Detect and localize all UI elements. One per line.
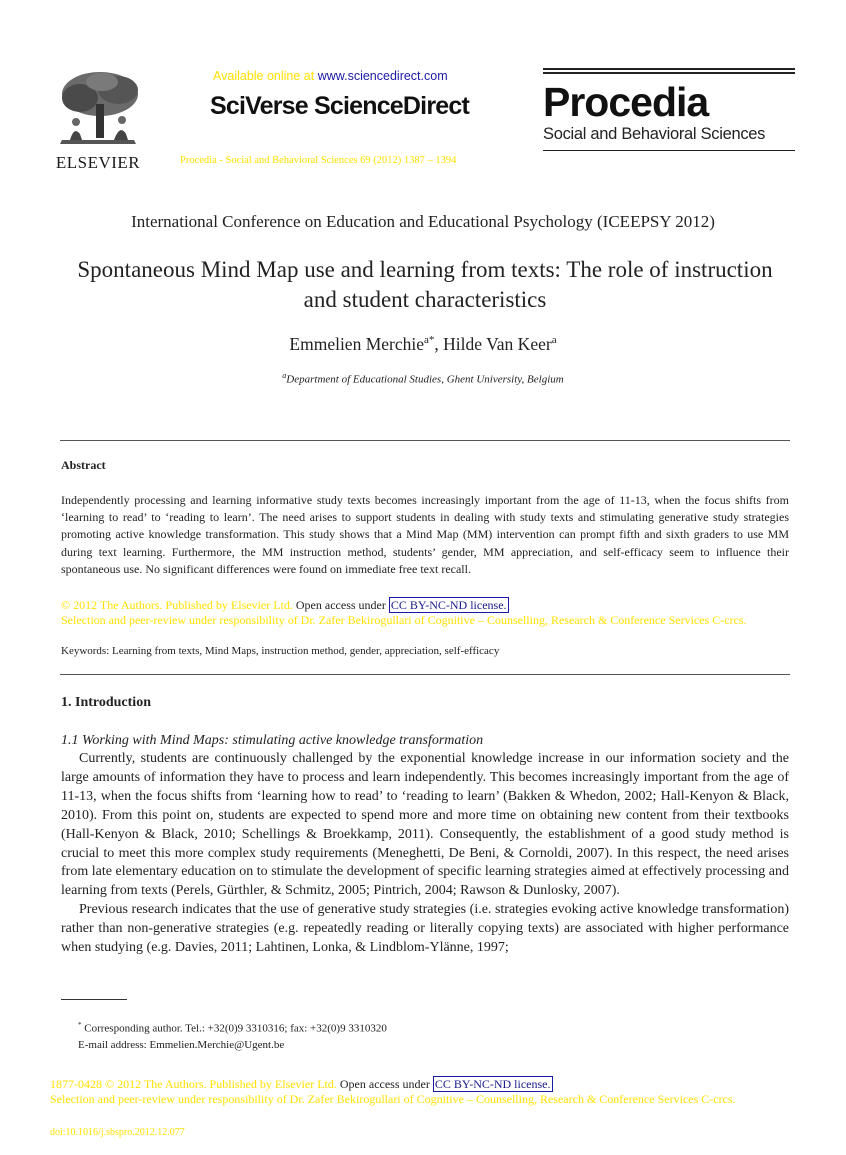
journal-citation-link[interactable]: Procedia - Social and Behavioral Sciences 69 (2012) 1387 – 1394	[180, 155, 457, 166]
footnote-email: E-mail address: Emmelien.Merchie@Ugent.be	[78, 1039, 285, 1051]
keywords: Keywords: Learning from texts, Mind Maps, instruction method, gender, appreciation, self-efficacy	[61, 645, 500, 657]
publisher-name: ELSEVIER	[55, 153, 141, 172]
footer-license-link[interactable]: CC BY-NC-ND license.	[434, 1077, 551, 1091]
affiliation-text: Department of Educational Studies, Ghent University, Belgium	[286, 373, 564, 386]
footnote-corresponding	[78, 1021, 387, 1035]
conference-name: International Conference on Education and Educational Psychology (ICEEPSY 2012)	[131, 212, 715, 231]
footer-copyright-link[interactable]: 1877-0428 © 2012 The Authors. Published by Elsevier Ltd.	[50, 1077, 337, 1091]
footer-open-access-text: Open access under	[336, 1077, 433, 1091]
divider-top	[60, 440, 790, 441]
divider-abstract	[60, 674, 790, 675]
elsevier-logo	[50, 68, 146, 172]
footnote-mark: *	[78, 1021, 82, 1029]
brand-bottom-rule	[543, 150, 795, 151]
journal-subtitle: Social and Behavioral Sciences	[543, 125, 766, 143]
open-access-text: Open access under	[292, 598, 389, 612]
journal-brand-box	[543, 68, 795, 160]
peer-review-link[interactable]: Selection and peer-review under responsibility of Dr. Zafer Bekirogullari of Cognitive – Counselling, Research & Conference Services C-crcs.	[61, 613, 747, 627]
footnote-rule	[61, 999, 127, 1000]
license-link[interactable]: CC BY-NC-ND license.	[390, 598, 507, 612]
author-list	[0, 334, 846, 355]
footer-peer-review-link[interactable]: Selection and peer-review under responsibility of Dr. Zafer Bekirogullari of Cognitive – Counselling, Research & Conference Services C-crcs.	[50, 1092, 736, 1106]
available-online-line	[213, 69, 448, 83]
copyright-link[interactable]: © 2012 The Authors. Published by Elsevier Ltd.	[61, 598, 293, 612]
paragraph: Currently, students are continuously challenged by the exponential knowledge increase in our information society and the large amounts of information they have to process and learn independently. This becomes increasingly important from the age of 11-13, when the focus shifts from ‘learning how to read’ to ‘reading to learn’ (Bakken & Whedon, 2002; Hall-Kenyon & Black, 2010). From this point on, students are expected to spend more and more time on obtaining new content from their textbooks (Hall-Kenyon & Black, 2010; Schellings & Broekkamp, 2011). Consequently, the establishment of a good study method is crucial to meet this more complex study requirements (Meneghetti, De Beni, & Cornoldi, 2007). In this respect, the need arises from late elementary education on to stimulate the development of specific learning strategies aimed at effectively processing and learning from texts (Perels, Gürthler, & Schmitz, 2005; Pintrich, 2004; Rawson & Dunlosky, 2007).	[61, 751, 789, 899]
paragraph: Previous research indicates that the use of generative study strategies (i.e. strategies evoking active knowledge transformation) rather than non-generative strategies (e.g. repeatedly reading or literally copying texts) are associated with higher performance when studying (e.g. Davies, 2011; Lahtinen, Lonka, & Lindblom-Ylänne, 1997;	[61, 902, 789, 956]
abstract-text: Independently processing and learning informative study texts becomes increasingly important from the age of 11-13, when the focus shifts from ‘learning to read’ to ‘reading to learn’. The need arises to support students in dealing with study texts and stimulating generative study strategies promoting active knowledge transformation. This study shows that a Mind Map (MM) intervention can prompt fifth and sixth graders to use MM during text learning. Furthermore, the MM instruction method, students’ gender, MM appreciation, and self-efficacy seem to influence their spontaneous use. No significant differences were found on immediate free text recall.	[61, 493, 789, 576]
author-separator: ,	[434, 334, 444, 354]
brand-top-rule	[543, 68, 795, 70]
platform-logo: SciVerse ScienceDirect	[210, 92, 469, 120]
doi-link[interactable]: doi:10.1016/j.sbspro.2012.12.077	[50, 1127, 185, 1138]
journal-brand: Procedia	[543, 79, 709, 125]
footnote-text: Corresponding author. Tel.: +32(0)9 3310316; fax: +32(0)9 3310320	[81, 1022, 387, 1035]
copyright-line	[61, 598, 509, 613]
brand-top-rule-2	[543, 72, 795, 74]
elsevier-tree-icon	[50, 68, 146, 148]
author-affiliation-mark: a*	[424, 334, 435, 347]
body-text	[61, 750, 789, 958]
affiliation	[0, 371, 846, 386]
section-heading: 1. Introduction	[61, 695, 151, 710]
sciencedirect-link[interactable]: www.sciencedirect.com	[317, 69, 448, 83]
author-name: Emmelien Merchie	[289, 334, 425, 354]
author-affiliation-mark: a	[551, 334, 557, 347]
abstract-heading: Abstract	[61, 458, 106, 472]
available-prefix: Available online at	[213, 69, 318, 83]
subsection-heading: 1.1 Working with Mind Maps: stimulating active knowledge transformation	[61, 733, 484, 748]
author-name: Hilde Van Keer	[443, 334, 552, 354]
affiliation-mark: a	[282, 371, 287, 380]
footer-copyright-line	[50, 1077, 553, 1091]
paper-title: Spontaneous Mind Map use and learning from texts: The role of instruction and student characteristics	[77, 257, 773, 312]
